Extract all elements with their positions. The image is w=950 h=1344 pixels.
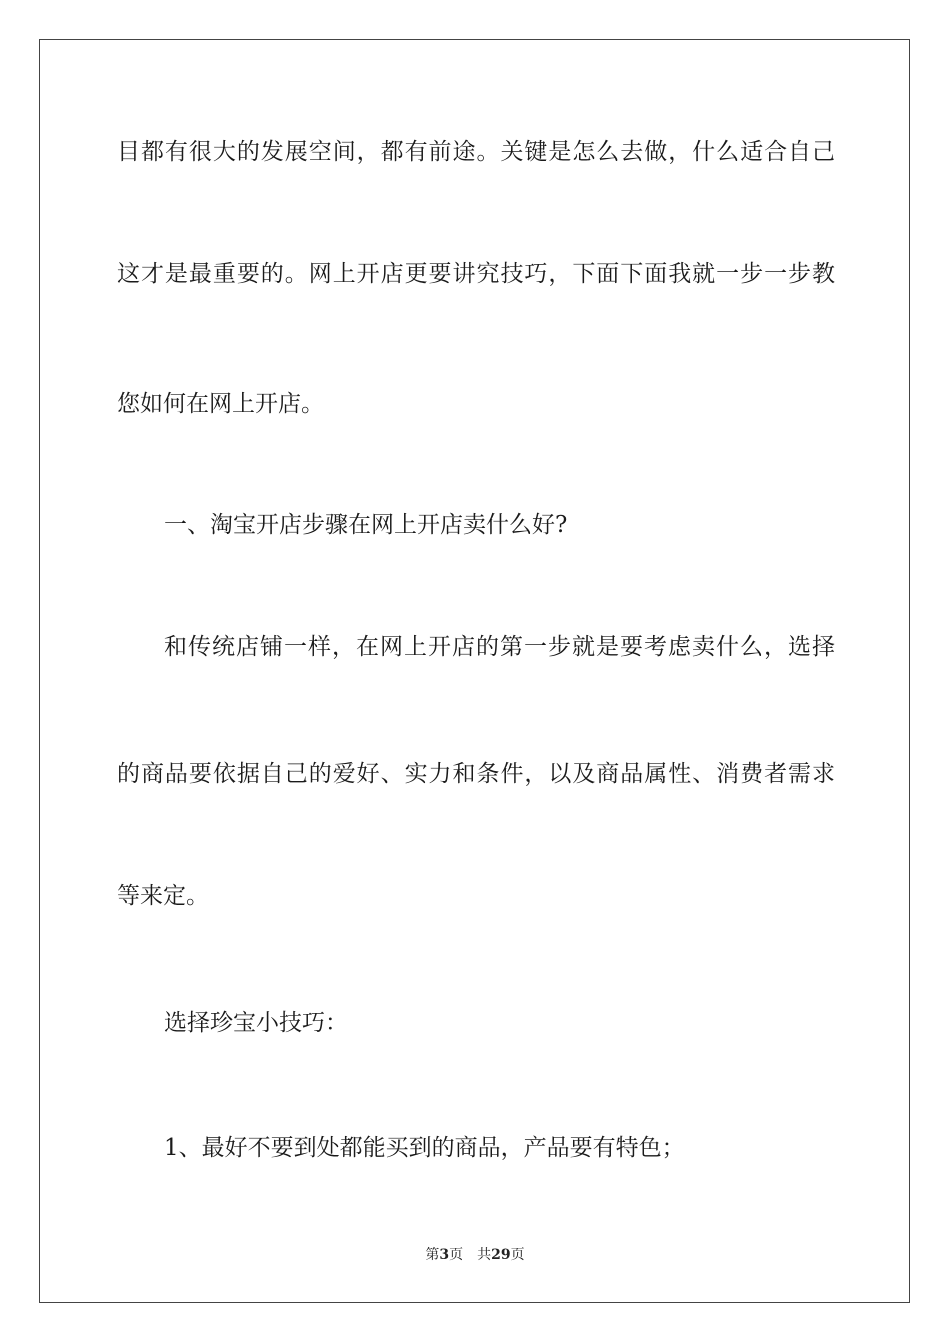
tip-item-1: 1、最好不要到处都能买到的商品，产品要有特色； bbox=[164, 1135, 685, 1161]
body-text-line-1: 目都有很大的发展空间，都有前途。关键是怎么去做，什么适合自己 bbox=[117, 139, 835, 165]
page-total: 29 bbox=[491, 1247, 511, 1263]
body-text-line-3: 您如何在网上开店。 bbox=[117, 391, 324, 417]
body-text-line-7: 等来定。 bbox=[117, 883, 209, 909]
body-text-line-6: 的商品要依据自己的爱好、实力和条件，以及商品属性、消费者需求 bbox=[117, 761, 835, 787]
section-heading: 一、淘宝开店步骤在网上开店卖什么好? bbox=[164, 512, 568, 538]
total-unit: 页 bbox=[510, 1247, 525, 1263]
body-text-line-5: 和传统店铺一样，在网上开店的第一步就是要考虑卖什么，选择 bbox=[164, 634, 835, 660]
page-footer bbox=[0, 1246, 950, 1264]
page-unit: 页 bbox=[449, 1247, 464, 1263]
body-text-line-2: 这才是最重要的。网上开店更要讲究技巧，下面下面我就一步一步教 bbox=[117, 261, 835, 287]
page-border bbox=[39, 39, 910, 1303]
page-current: 3 bbox=[439, 1247, 450, 1263]
total-prefix: 共 bbox=[477, 1247, 492, 1263]
page-prefix: 第 bbox=[425, 1247, 440, 1263]
tips-heading: 选择珍宝小技巧： bbox=[164, 1010, 348, 1036]
